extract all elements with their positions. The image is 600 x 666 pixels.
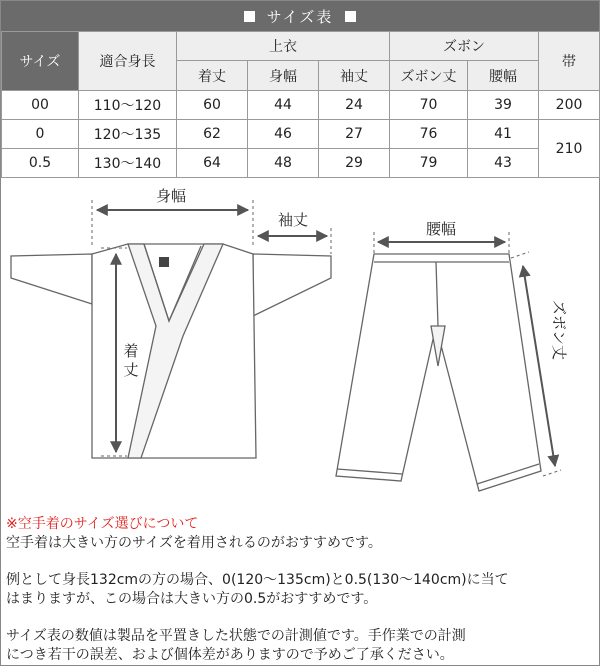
header-size: サイズ	[2, 32, 79, 91]
header-koshihaba: 腰幅	[468, 61, 539, 91]
cell-zubontake: 79	[390, 149, 468, 178]
cell-size: 00	[2, 91, 79, 120]
cell-size: 0	[2, 120, 79, 149]
guide-line	[511, 252, 529, 258]
cell-koshihaba: 43	[468, 149, 539, 178]
header-zubontake: ズボン丈	[390, 61, 468, 91]
header-belt: 帯	[539, 32, 600, 91]
jacket-drawing	[11, 244, 331, 458]
cell-koshihaba: 39	[468, 91, 539, 120]
kitake-label-top: 着	[123, 342, 139, 360]
page-title: サイズ表	[266, 7, 334, 26]
notes-line: 空手着は大きい方のサイズを着用されるのがおすすめです。	[6, 535, 382, 551]
notes-line: 例として身長132cmの方の場合、0(120〜135cm)と0.5(130〜140cm)に当て	[6, 572, 509, 588]
cell-kitake: 64	[177, 149, 248, 178]
guide-line	[543, 470, 561, 476]
notes-line: はまりますが、この場合は大きい方の0.5がおすすめです。	[6, 591, 378, 607]
cell-kitake: 60	[177, 91, 248, 120]
cell-height: 110〜120	[79, 91, 177, 120]
title-bar	[1, 1, 599, 31]
cell-mihaba: 48	[248, 149, 319, 178]
square-icon	[345, 11, 356, 22]
zubontake-label: ズボン丈	[550, 300, 568, 361]
header-sodetake: 袖丈	[319, 61, 390, 91]
header-mihaba: 身幅	[248, 61, 319, 91]
cell-sodetake: 29	[319, 149, 390, 178]
table-row	[2, 149, 600, 178]
header-jacket: 上衣	[177, 32, 390, 61]
cell-height: 130〜140	[79, 149, 177, 178]
koshihaba-label: 腰幅	[425, 220, 457, 238]
cell-belt: 210	[539, 120, 600, 178]
mihaba-label: 身幅	[155, 187, 187, 205]
left-sleeve	[11, 254, 92, 304]
pants-body	[336, 254, 541, 491]
notes-line: サイズ表の数値は製品を平置きした状態での計測値です。手作業での計測	[6, 628, 466, 644]
notes-line: につき若干の誤差、および個体差がありますので予めご了承ください。	[6, 647, 454, 663]
cell-koshihaba: 41	[468, 120, 539, 149]
cell-kitake: 62	[177, 120, 248, 149]
notes-section	[6, 515, 596, 665]
notes-heading: ※空手着のサイズ選びについて	[6, 516, 199, 532]
table-row	[2, 91, 600, 120]
header-kitake: 着丈	[177, 61, 248, 91]
cell-mihaba: 44	[248, 91, 319, 120]
sodetake-label: 袖丈	[277, 211, 309, 229]
size-table	[1, 31, 600, 178]
table-row	[2, 120, 600, 149]
cell-sodetake: 27	[319, 120, 390, 149]
garment-diagram	[1, 176, 599, 510]
cell-mihaba: 46	[248, 120, 319, 149]
right-sleeve	[253, 254, 331, 316]
cell-zubontake: 76	[390, 120, 468, 149]
header-height: 適合身長	[79, 32, 177, 91]
label-tag-icon	[159, 257, 169, 267]
cell-sodetake: 24	[319, 91, 390, 120]
cell-belt: 200	[539, 91, 600, 120]
header-pants: ズボン	[390, 32, 539, 61]
cell-zubontake: 70	[390, 91, 468, 120]
square-icon	[244, 11, 255, 22]
cell-height: 120〜135	[79, 120, 177, 149]
kitake-label-bottom: 丈	[123, 361, 139, 379]
pants-drawing	[336, 254, 541, 491]
cell-size: 0.5	[2, 149, 79, 178]
